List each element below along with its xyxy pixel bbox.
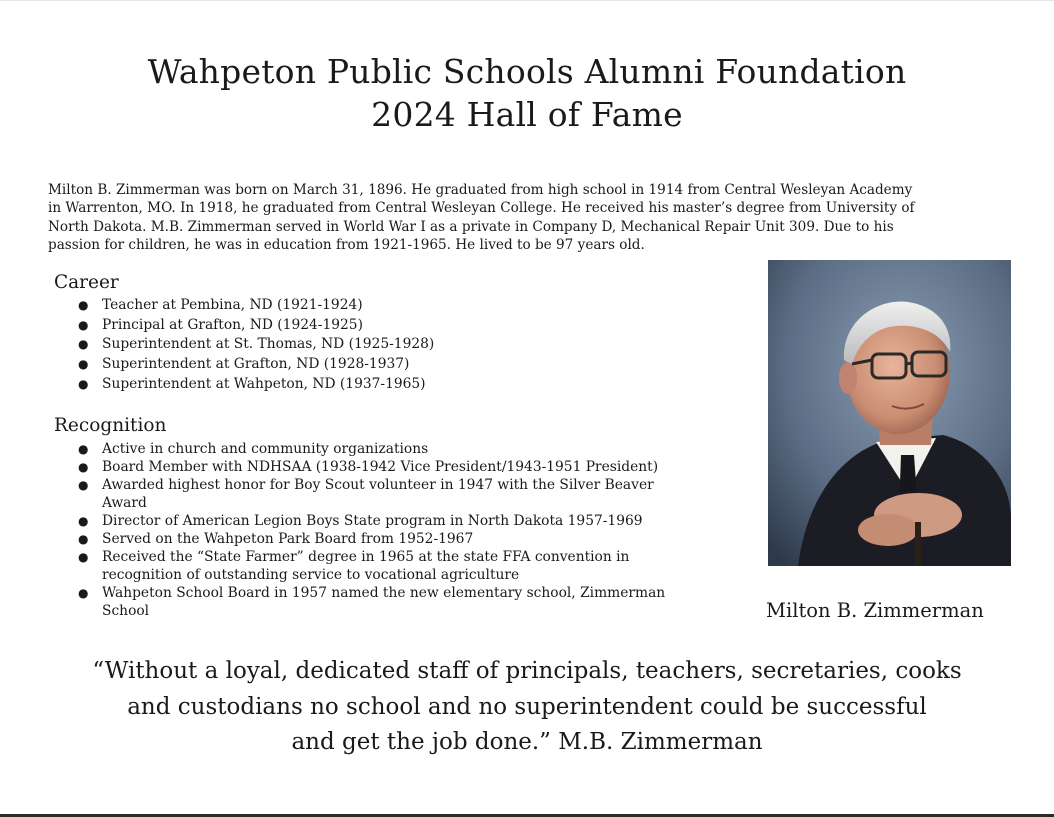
recognition-item: [78, 476, 728, 512]
page-title-line-1: Wahpeton Public Schools Alumni Foundation: [147, 52, 907, 91]
recognition-item: [78, 584, 728, 620]
recognition-item-text: Board Member with NDHSAA (1938-1942 Vice President/1943-1951 President): [102, 459, 659, 475]
bullet-icon: ●: [78, 460, 89, 474]
bullet-icon: ●: [78, 317, 89, 332]
career-item-text: Superintendent at St. Thomas, ND (1925-1928): [102, 336, 435, 353]
recognition-item-text: Active in church and community organizations: [102, 441, 429, 457]
page-title-line-2: 2024 Hall of Fame: [371, 95, 683, 134]
bio-line: North Dakota. M.B. Zimmerman served in World War I as a private in Company D, Mechanical Repair Unit 309. Due to his: [48, 218, 894, 235]
quote-line: and custodians no school and no superintendent could be successful: [127, 693, 927, 720]
recognition-item: [78, 458, 728, 476]
career-item-text: Principal at Grafton, ND (1924-1925): [102, 316, 363, 333]
career-item: [78, 335, 728, 355]
recognition-item: [78, 512, 728, 530]
bio-line: passion for children, he was in education from 1921-1965. He lived to be 97 years old.: [48, 236, 645, 253]
bio-line: in Warrenton, MO. In 1918, he graduated from Central Wesleyan College. He received his master’s degree from University of: [48, 200, 915, 217]
bullet-icon: ●: [78, 442, 89, 456]
quote-block: [0, 654, 1054, 761]
career-item-text: Superintendent at Wahpeton, ND (1937-1965): [102, 375, 426, 392]
bullet-icon: ●: [78, 337, 89, 352]
bullet-icon: ●: [78, 376, 89, 391]
career-item-text: Superintendent at Grafton, ND (1928-1937): [102, 356, 410, 373]
biography-paragraph: [48, 181, 1013, 254]
career-heading: Career: [54, 272, 119, 293]
recognition-item-text: Wahpeton School Board in 1957 named the new elementary school, Zimmerman: [102, 585, 666, 601]
bullet-icon: ●: [78, 357, 89, 372]
quote-line: and get the job done.” M.B. Zimmerman: [291, 729, 763, 755]
portrait-photo: [768, 260, 1011, 566]
career-item-text: Teacher at Pembina, ND (1921-1924): [102, 297, 363, 313]
bullet-icon: ●: [78, 298, 89, 312]
career-list: [78, 296, 728, 395]
recognition-list: [78, 440, 728, 620]
career-item: [78, 355, 728, 375]
recognition-item: [78, 530, 728, 548]
recognition-item: [78, 440, 728, 458]
bullet-icon: ●: [78, 550, 89, 564]
portrait-illustration: [768, 260, 1011, 566]
bullet-icon: ●: [78, 586, 89, 600]
recognition-item-text-cont: recognition of outstanding service to vocational agriculture: [102, 567, 520, 583]
recognition-item-text: Received the “State Farmer” degree in 1965 at the state FFA convention in: [102, 549, 630, 565]
career-item: [78, 375, 728, 395]
recognition-item-text: Served on the Wahpeton Park Board from 1952-1967: [102, 531, 474, 547]
bullet-icon: ●: [78, 478, 89, 492]
recognition-item-text-cont: Award: [102, 495, 147, 511]
career-item: [78, 316, 728, 336]
photo-caption: Milton B. Zimmerman: [766, 599, 984, 622]
recognition-item-text: Director of American Legion Boys State program in North Dakota 1957-1969: [102, 513, 643, 529]
career-item: [78, 296, 728, 316]
recognition-item: [78, 548, 728, 584]
quote-line: “Without a loyal, dedicated staff of principals, teachers, secretaries, cooks: [92, 658, 962, 684]
bullet-icon: ●: [78, 514, 89, 528]
recognition-item-text: Awarded highest honor for Boy Scout volunteer in 1947 with the Silver Beaver: [102, 477, 654, 493]
recognition-item-text-cont: School: [102, 603, 150, 619]
bullet-icon: ●: [78, 532, 89, 546]
bio-line: Milton B. Zimmerman was born on March 31, 1896. He graduated from high school in 1914 from Central Wesleyan Academy: [48, 182, 913, 198]
recognition-heading: Recognition: [54, 415, 167, 436]
